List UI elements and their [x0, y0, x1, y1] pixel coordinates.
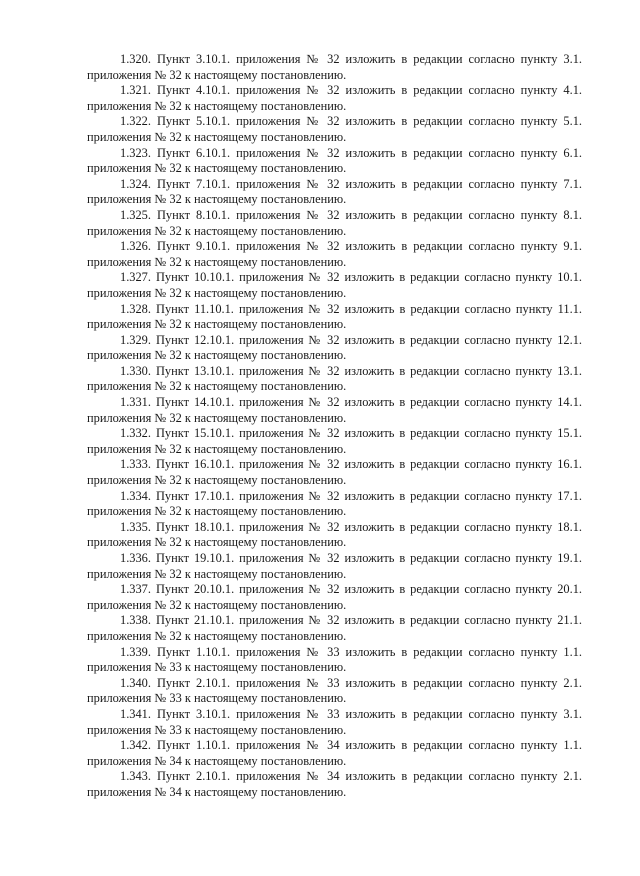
- paragraph-1-329: 1.329. Пункт 12.10.1. приложения № 32 изложить в редакции согласно пункту 12.1. приложения № 32 к настоящему постановлению.: [87, 332, 582, 363]
- paragraph-1-321: 1.321. Пункт 4.10.1. приложения № 32 изложить в редакции согласно пункту 4.1. приложения № 32 к настоящему постановлению.: [87, 83, 582, 113]
- paragraph-1-324: 1.324. Пункт 7.10.1. приложения № 32 изложить в редакции согласно пункту 7.1. приложения № 32 к настоящему постановлению.: [87, 176, 582, 207]
- paragraph-1-331: 1.331. Пункт 14.10.1. приложения № 32 изложить в редакции согласно пункту 14.1. приложения № 32 к настоящему постановлению.: [87, 395, 582, 425]
- paragraph-1-335: 1.335. Пункт 18.10.1. приложения № 32 изложить в редакции согласно пункту 18.1. приложения № 32 к настоящему постановлению.: [87, 519, 582, 550]
- paragraph-1-330: 1.330. Пункт 13.10.1. приложения № 32 изложить в редакции согласно пункту 13.1. приложения № 32 к настоящему постановлению.: [87, 363, 582, 394]
- paragraph-1-320: 1.320. Пункт 3.10.1. приложения № 32 изложить в редакции согласно пункту 3.1. приложения № 32 к настоящему постановлению.: [87, 52, 582, 82]
- paragraph-1-336: 1.336. Пункт 19.10.1. приложения № 32 изложить в редакции согласно пункту 19.1. приложения № 32 к настоящему постановлению.: [87, 551, 582, 581]
- paragraph-1-332: 1.332. Пункт 15.10.1. приложения № 32 изложить в редакции согласно пункту 15.1. приложения № 32 к настоящему постановлению.: [87, 426, 582, 456]
- paragraph-1-323: 1.323. Пункт 6.10.1. приложения № 32 изложить в редакции согласно пункту 6.1. приложения № 32 к настоящему постановлению.: [87, 145, 582, 176]
- paragraph-1-341: 1.341. Пункт 3.10.1. приложения № 33 изложить в редакции согласно пункту 3.1. приложения № 33 к настоящему постановлению.: [87, 706, 582, 737]
- paragraph-1-333: 1.333. Пункт 16.10.1. приложения № 32 изложить в редакции согласно пункту 16.1. приложения № 32 к настоящему постановлению.: [87, 457, 582, 488]
- paragraph-1-337: 1.337. Пункт 20.10.1. приложения № 32 изложить в редакции согласно пункту 20.1. приложения № 32 к настоящему постановлению.: [87, 582, 582, 612]
- paragraph-1-342: 1.342. Пункт 1.10.1. приложения № 34 изложить в редакции согласно пункту 1.1. приложения № 34 к настоящему постановлению.: [87, 738, 582, 768]
- paragraph-1-328: 1.328. Пункт 11.10.1. приложения № 32 изложить в редакции согласно пункту 11.1. приложения № 32 к настоящему постановлению.: [87, 301, 582, 332]
- paragraph-1-334: 1.334. Пункт 17.10.1. приложения № 32 изложить в редакции согласно пункту 17.1. приложения № 32 к настоящему постановлению.: [87, 488, 582, 519]
- paragraph-1-326: 1.326. Пункт 9.10.1. приложения № 32 изложить в редакции согласно пункту 9.1. приложения № 32 к настоящему постановлению.: [87, 239, 582, 269]
- paragraph-1-327: 1.327. Пункт 10.10.1. приложения № 32 изложить в редакции согласно пункту 10.1. приложения № 32 к настоящему постановлению.: [87, 270, 582, 300]
- paragraph-1-339: 1.339. Пункт 1.10.1. приложения № 33 изложить в редакции согласно пункту 1.1. приложения № 33 к настоящему постановлению.: [87, 644, 582, 675]
- paragraph-1-340: 1.340. Пункт 2.10.1. приложения № 33 изложить в редакции согласно пункту 2.1. приложения № 33 к настоящему постановлению.: [87, 675, 582, 706]
- paragraph-1-322: 1.322. Пункт 5.10.1. приложения № 32 изложить в редакции согласно пункту 5.1. приложения № 32 к настоящему постановлению.: [87, 114, 582, 144]
- paragraph-1-325: 1.325. Пункт 8.10.1. приложения № 32 изложить в редакции согласно пункту 8.1. приложения № 32 к настоящему постановлению.: [87, 207, 582, 238]
- paragraph-1-343: 1.343. Пункт 2.10.1. приложения № 34 изложить в редакции согласно пункту 2.1. приложения № 34 к настоящему постановлению.: [87, 769, 582, 799]
- paragraph-1-338: 1.338. Пункт 21.10.1. приложения № 32 изложить в редакции согласно пункту 21.1. приложения № 32 к настоящему постановлению.: [87, 613, 582, 643]
